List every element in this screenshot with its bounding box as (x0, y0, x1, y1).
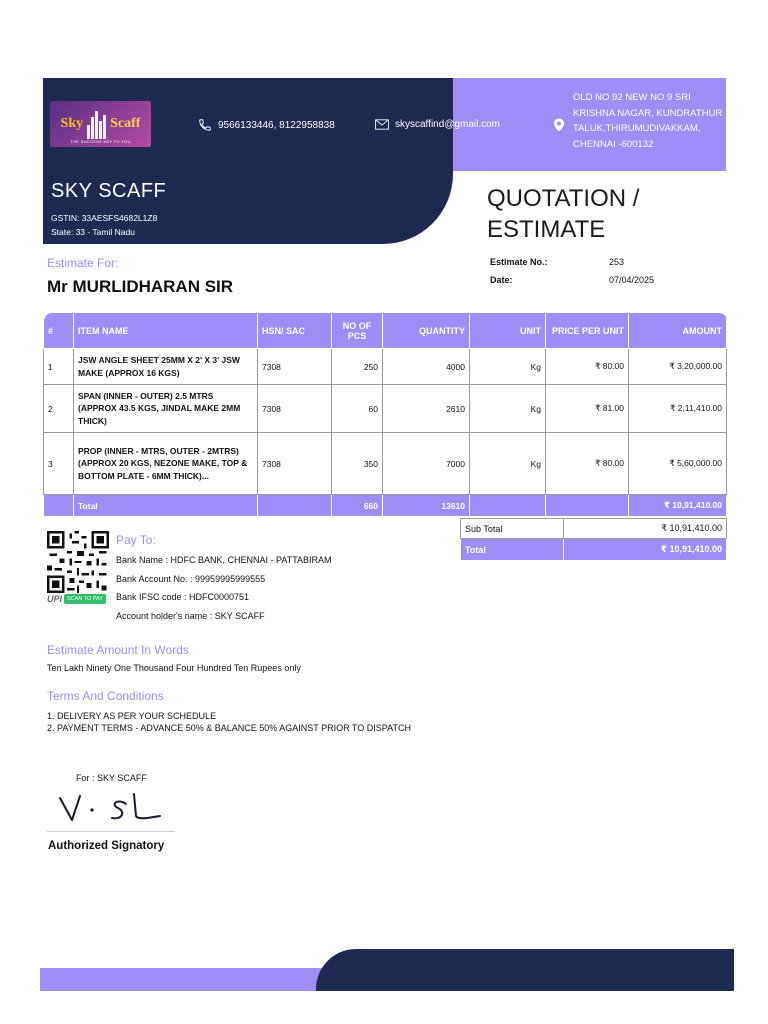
estimate-no-value: 253 (609, 257, 625, 267)
upi-logo: UPI (47, 594, 63, 604)
item-hsn: 7308 (258, 349, 332, 385)
table-row (44, 349, 727, 385)
col-header-price: PRICE PER UNIT (546, 313, 629, 349)
col-header-no: # (44, 313, 74, 349)
item-quantity: 7000 (383, 433, 470, 495)
subtotal-row (461, 519, 727, 539)
estimate-for-label: Estimate For: (47, 256, 119, 270)
logo-sky-text: Sky (60, 116, 84, 131)
authorized-signatory: Authorized Signatory (48, 840, 165, 852)
item-pcs: 350 (332, 433, 383, 495)
item-name: SPAN (INNER - OUTER) 2.5 MTRS (APPROX 43.5 KGS, JINDAL MAKE 2MM THICK) (74, 385, 258, 433)
summary-total-value: ₹ 10,91,410.00 (564, 539, 727, 561)
terms-title: Terms And Conditions (47, 689, 164, 703)
row-number: 3 (44, 433, 74, 495)
item-unit: Kg (470, 385, 546, 433)
footer-navy-band (316, 949, 734, 991)
item-name: PROP (INNER - MTRS, OUTER - 2MTRS) (APPROX 20 KGS, NEZONE MAKE, TOP & BOTTOM PLATE - 6MM THICK)... (74, 433, 258, 495)
company-address: OLD NO 92 NEW NO 9 SRI KRISHNA NAGAR, KUNDRATHUR TALUK,THIRUMUDIVAKKAM, CHENNAI -600132 (573, 92, 723, 150)
term-item: 2. PAYMENT TERMS - ADVANCE 50% & BALANCE 50% AGAINST PRIOR TO DISPATCH (47, 723, 411, 733)
email-address: skyscaffind@gmail.com (395, 119, 500, 130)
item-hsn: 7308 (258, 385, 332, 433)
item-pcs: 250 (332, 349, 383, 385)
col-header-quantity: QUANTITY (383, 313, 470, 349)
company-name: SKY SCAFF (51, 180, 167, 202)
document-title: QUOTATION / ESTIMATE (487, 185, 640, 243)
phone-icon (198, 118, 212, 132)
logo-tagline: THE SUCCESS KEY TO YOU (70, 139, 131, 144)
upi-row (47, 594, 106, 604)
summary-table (460, 518, 727, 561)
amount-words-value: Ten Lakh Ninety One Thousand Four Hundred Ten Rupees only (47, 663, 301, 673)
scan-to-pay-badge: SCAN TO PAY (64, 594, 106, 604)
total-blank (258, 495, 332, 517)
items-table (43, 312, 727, 517)
item-unit: Kg (470, 349, 546, 385)
logo-buildings-icon (87, 109, 106, 139)
item-pcs: 60 (332, 385, 383, 433)
table-row (44, 433, 727, 495)
subtotal-label: Sub Total (461, 519, 564, 539)
col-header-amount: AMOUNT (629, 313, 727, 349)
item-price: ₹ 80.00 (546, 433, 629, 495)
signature-image (56, 790, 164, 826)
total-amount: ₹ 10,91,410.00 (629, 495, 727, 517)
col-header-hsn: HSN/ SAC (258, 313, 332, 349)
amount-words-title: Estimate Amount In Words (47, 643, 189, 657)
contact-email (375, 119, 500, 130)
row-number: 2 (44, 385, 74, 433)
item-amount: ₹ 2,11,410.00 (629, 385, 727, 433)
total-blank (44, 495, 74, 517)
col-header-item-name: ITEM NAME (74, 313, 258, 349)
item-quantity: 2610 (383, 385, 470, 433)
item-name: JSW ANGLE SHEET 25MM X 2' X 3' JSW MAKE (APPROX 16 KGS) (74, 349, 258, 385)
item-amount: ₹ 3,20,000.00 (629, 349, 727, 385)
bank-account-no: Bank Account No. : 99959995999555 (116, 574, 266, 584)
total-blank (546, 495, 629, 517)
summary-total-label: Total (461, 539, 564, 561)
estimate-no-label: Estimate No.: (490, 257, 548, 267)
total-blank (470, 495, 546, 517)
item-hsn: 7308 (258, 433, 332, 495)
table-row (44, 385, 727, 433)
contact-phone (198, 118, 335, 132)
mail-icon (375, 119, 389, 130)
qr-code-icon (47, 531, 109, 593)
phone-numbers: 9566133446, 8122958838 (218, 119, 335, 131)
client-name: Mr MURLIDHARAN SIR (47, 277, 234, 296)
summary-total-row (461, 539, 727, 561)
item-price: ₹ 80.00 (546, 349, 629, 385)
col-header-unit: UNIT (470, 313, 546, 349)
term-item: 1. DELIVERY AS PER YOUR SCHEDULE (47, 711, 217, 721)
signature-line (47, 831, 175, 832)
total-quantity: 13610 (383, 495, 470, 517)
row-number: 1 (44, 349, 74, 385)
company-logo (50, 101, 151, 147)
item-amount: ₹ 5,60,000.00 (629, 433, 727, 495)
table-header-row (44, 313, 727, 349)
subtotal-value: ₹ 10,91,410.00 (564, 519, 727, 539)
item-quantity: 4000 (383, 349, 470, 385)
company-gstin: GSTIN: 33AESFS4682L1Z8 (51, 213, 158, 223)
logo-scaff-text: Scaff (110, 116, 141, 131)
total-label: Total (74, 495, 258, 517)
company-state: State: 33 - Tamil Nadu (51, 227, 135, 237)
account-holder: Account holder's name : SKY SCAFF (116, 611, 265, 621)
table-total-row (44, 495, 727, 517)
col-header-pcs: NO OF PCS (332, 313, 383, 349)
date-value: 07/04/2025 (609, 275, 655, 285)
date-label: Date: (490, 275, 513, 285)
total-pcs: 660 (332, 495, 383, 517)
for-company-label: For : SKY SCAFF (76, 773, 147, 783)
bank-name: Bank Name : HDFC BANK, CHENNAI - PATTABIRAM (116, 555, 332, 565)
location-pin-icon (553, 118, 565, 132)
item-unit: Kg (470, 433, 546, 495)
pay-to-title: Pay To: (116, 533, 156, 547)
item-price: ₹ 81.00 (546, 385, 629, 433)
bank-ifsc: Bank IFSC code : HDFC0000751 (116, 592, 250, 602)
